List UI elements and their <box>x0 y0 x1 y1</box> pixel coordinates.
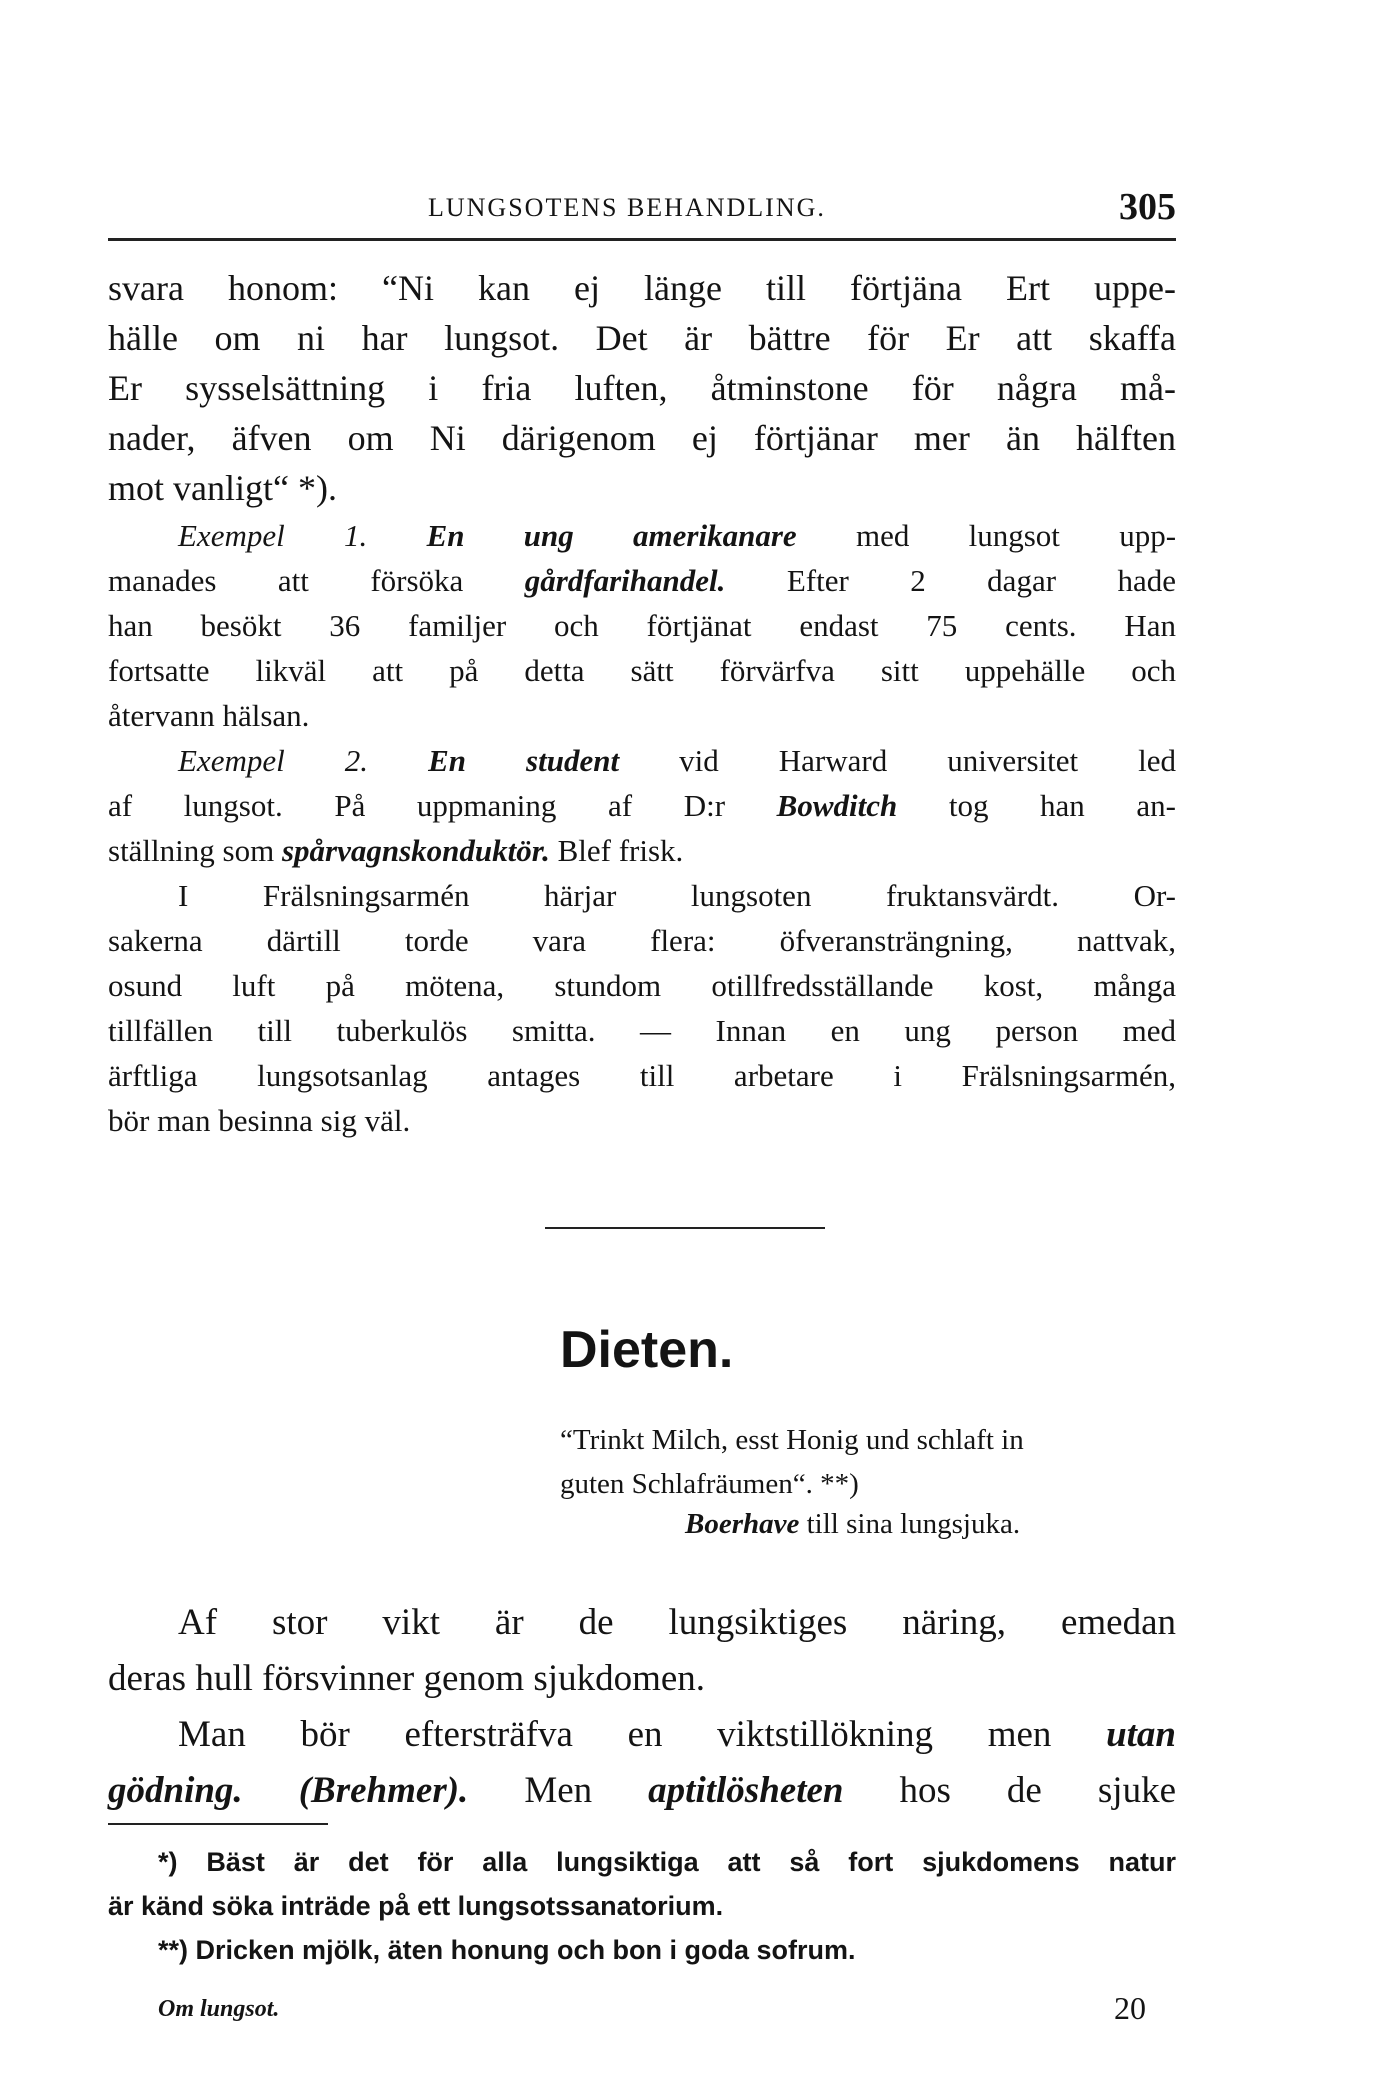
example-1-rest: med lungsot upp- <box>855 518 1177 553</box>
text-line: I Frälsningsarmén härjar lungsoten fruktansvärdt. Or- <box>178 878 1176 913</box>
main-text <box>108 263 1176 1143</box>
epigraph-line: “Trinkt Milch, esst Honig und schlaft in <box>560 1424 1024 1456</box>
text-line: nader, äfven om Ni därigenom ej förtjänar mer än hälften <box>108 418 1176 458</box>
example-2-line <box>108 828 1176 873</box>
footnote-rule <box>108 1823 328 1825</box>
emphasis: spårvagnskonduktör. <box>281 833 550 868</box>
text-line: mot vanligt“ *). <box>108 468 337 508</box>
text-line: deras hull försvinner genom sjukdomen. <box>108 1658 706 1699</box>
section-title: Dieten. <box>560 1321 734 1379</box>
text-span: till sina lungsjuka. <box>799 1508 1021 1540</box>
running-title: LUNGSOTENS BEHANDLING. <box>428 193 826 222</box>
footnotes <box>108 1840 1176 1972</box>
page-footer <box>108 1990 1176 2036</box>
example-2-line <box>108 783 1176 828</box>
text-line: bör man besinna sig väl. <box>108 1103 411 1138</box>
example-2-lead: En student <box>428 743 620 778</box>
header-rule <box>108 238 1176 241</box>
text-span: af lungsot. På uppmaning af D:r <box>108 788 777 823</box>
text-span: Efter 2 dagar hade <box>725 563 1176 598</box>
text-line: han besökt 36 familjer och förtjänat endast 75 cents. Han <box>108 608 1176 643</box>
text-span: Men <box>468 1770 649 1811</box>
epigraph-attribution <box>685 1508 1020 1541</box>
text-line <box>108 1707 1176 1763</box>
sheet-number: 20 <box>1114 1990 1146 2026</box>
text-line: fortsatte likväl att på detta sätt förvärfva sitt uppehälle och <box>108 653 1176 688</box>
text-span: Blef frisk. <box>549 833 684 868</box>
text-line <box>108 1763 1176 1819</box>
text-line: hälle om ni har lungsot. Det är bättre för Er att skaffa <box>108 318 1176 358</box>
text-line: svara honom: “Ni kan ej länge till förtjäna Ert uppe- <box>108 268 1176 308</box>
example-1-line <box>108 558 1176 603</box>
text-line: Er sysselsättning i fria luften, åtminstone för några må- <box>108 368 1176 408</box>
emphasis: utan <box>1106 1714 1176 1755</box>
text-line: osund luft på mötena, stundom otillfredsställande kost, många <box>108 968 1176 1003</box>
example-1-label: Exempel 1. <box>178 518 368 553</box>
footnote-line: *) Bäst är det för alla lungsiktiga att så fort sjukdomens natur <box>158 1847 1176 1877</box>
epigraph-author: Boerhave <box>685 1508 800 1540</box>
text-span: Man bör eftersträfva en viktstillökning men <box>178 1714 1107 1755</box>
text-span: tog han an- <box>897 788 1176 823</box>
epigraph-line: guten Schlafräumen“. **) <box>560 1468 859 1500</box>
example-1-line <box>108 513 1176 558</box>
running-header <box>108 185 1176 241</box>
emphasis: aptitlösheten <box>648 1770 844 1811</box>
section-separator <box>545 1227 825 1229</box>
footnote-line: är känd söka inträde på ett lungsotssanatorium. <box>108 1891 724 1921</box>
example-1-lead: En ung amerikanare <box>426 518 797 553</box>
text-line: återvann hälsan. <box>108 698 310 733</box>
example-2-line <box>108 738 1176 783</box>
text-span: manades att försöka <box>108 563 525 598</box>
text-line: ärftliga lungsotsanlag antages till arbetare i Frälsningsarmén, <box>108 1058 1176 1093</box>
text-line: tillfällen till tuberkulös smitta. — Innan en ung person med <box>108 1013 1176 1048</box>
emphasis: gårdfarihandel. <box>524 563 726 598</box>
example-2-rest: vid Harward universitet led <box>679 743 1177 778</box>
emphasis: (Brehmer). <box>298 1770 469 1811</box>
epigraph <box>560 1418 1180 1540</box>
signature-mark: Om lungsot. <box>158 1996 280 2022</box>
example-2-label: Exempel 2. <box>178 743 369 778</box>
footnote-line: **) Dricken mjölk, äten honung och bon i goda sofrum. <box>158 1935 856 1965</box>
emphasis: gödning. <box>108 1770 243 1811</box>
page-number: 305 <box>1119 186 1176 228</box>
text-line: sakerna därtill torde vara flera: öfveransträngning, nattvak, <box>108 923 1176 958</box>
text-span: ställning som <box>108 833 282 868</box>
text-line: Af stor vikt är de lungsiktiges näring, emedan <box>178 1602 1176 1643</box>
emphasis: Bowditch <box>776 788 898 823</box>
text-span: hos de sjuke <box>843 1770 1176 1811</box>
dieten-text <box>108 1595 1176 1819</box>
